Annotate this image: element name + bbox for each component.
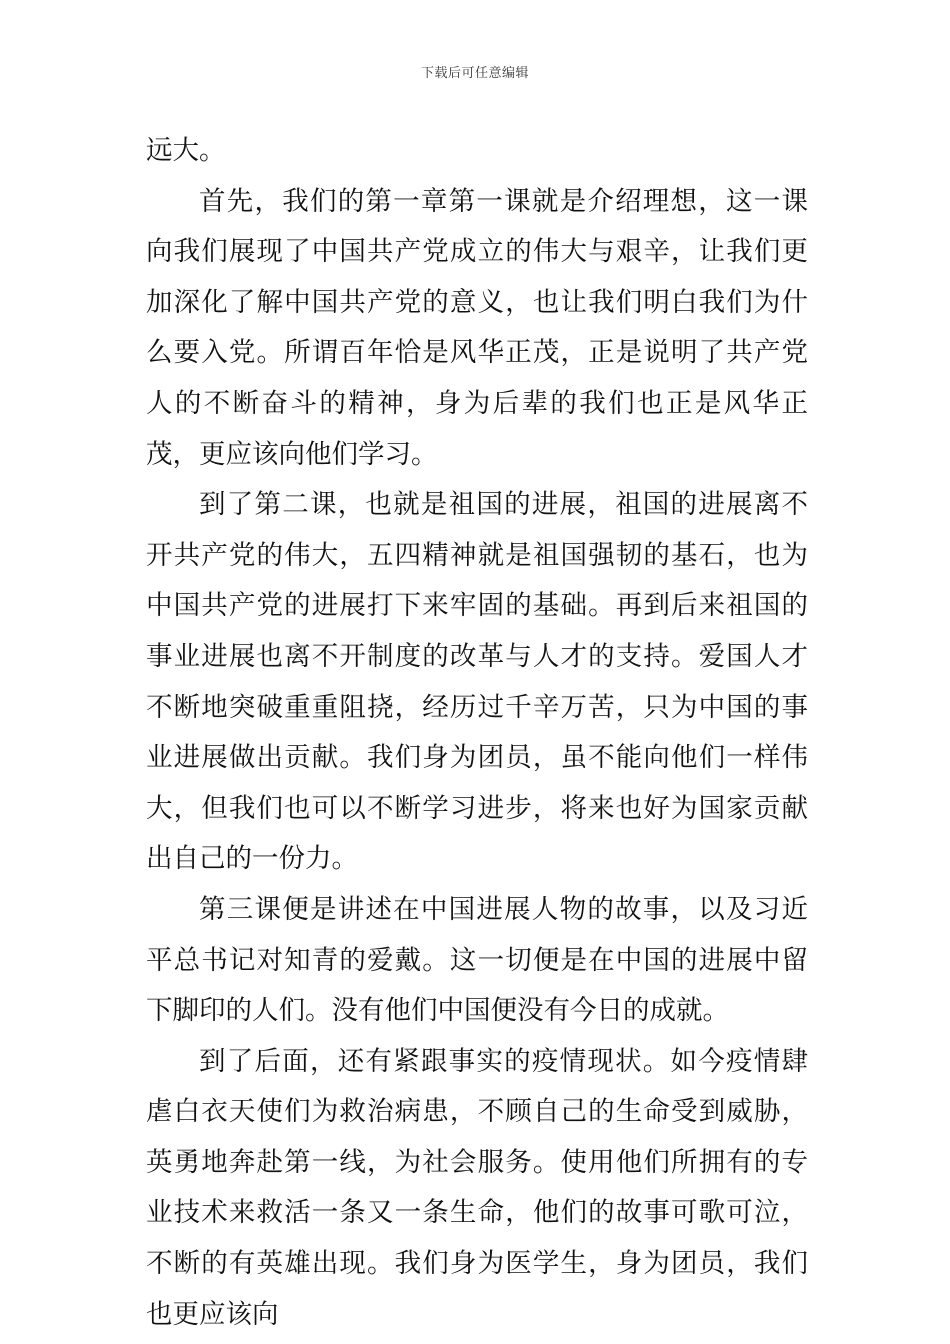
paragraph-3: 到了第二课，也就是祖国的进展，祖国的进展离不开共产党的伟大，五四精神就是祖国强韧的基石，也为中国共产党的进展打下来牢固的基础。再到后来祖国的事业进展也离不开制度的改革与人才的支持。爱国人才不断地突破重重阻挠，经历过千辛万苦，只为中国的事业进展做出贡献。我们身为团员，虽不能向他们一样伟大，但我们也可以不断学习进步，将来也好为国家贡献出自己的一份力。 [146, 489, 808, 875]
header-note: 下载后可任意编辑 [420, 66, 529, 81]
body-text [146, 126, 808, 1340]
paragraph-1: 远大。 [146, 135, 226, 166]
paragraph-4: 第三课便是讲述在中国进展人物的故事，以及习近平总书记对知青的爱戴。这一切便是在中国的进展中留下脚印的人们。没有他们中国便没有今日的成就。 [146, 893, 808, 1027]
paragraph-2: 首先，我们的第一章第一课就是介绍理想，这一课向我们展现了中国共产党成立的伟大与艰辛，让我们更加深化了解中国共产党的意义，也让我们明白我们为什么要入党。所谓百年恰是风华正茂，正是说明了共产党人的不断奋斗的精神，身为后辈的我们也正是风华正茂，更应该向他们学习。 [146, 185, 808, 470]
paragraph-5: 到了后面，还有紧跟事实的疫情现状。如今疫情肆虐白衣天使们为救治病患，不顾自己的生命受到威胁，英勇地奔赴第一线，为社会服务。使用他们所拥有的专业技术来救活一条又一条生命，他们的故事可歌可泣，不断的有英雄出现。我们身为医学生，身为团员，我们也更应该向 [146, 1045, 808, 1330]
